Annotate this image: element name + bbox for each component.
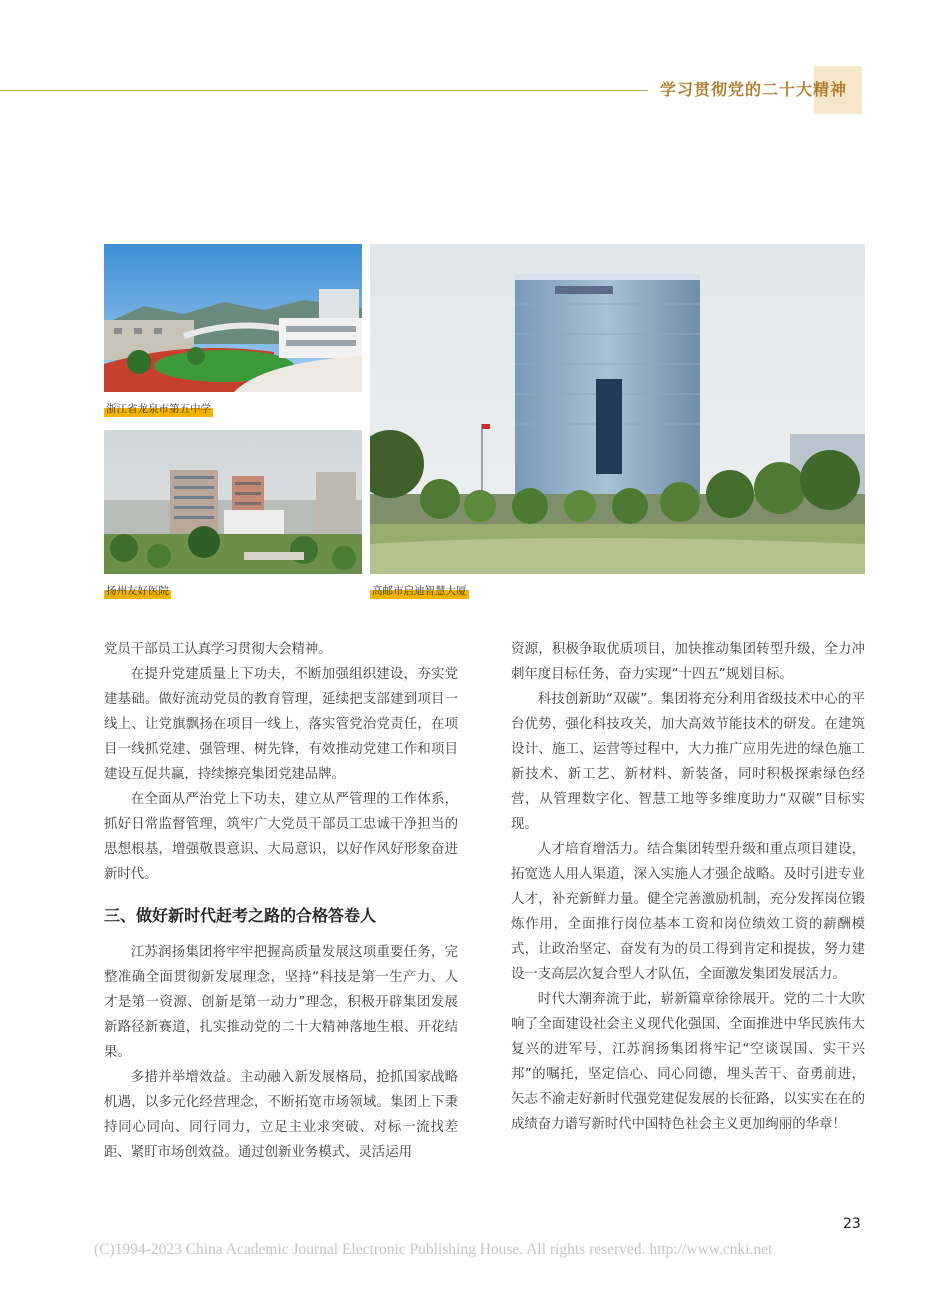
left-paragraph-1: 党员干部员工认真学习贯彻大会精神。 <box>104 642 332 657</box>
left-column <box>104 637 458 1165</box>
right-paragraph-1: 资源，积极争取优质项目，加快推动集团转型升级，全力冲刺年度目标任务，奋力实现“十四五”规划目标。 <box>511 642 865 682</box>
hospital-photo <box>104 430 362 574</box>
building-photo <box>370 244 865 574</box>
right-column <box>511 637 865 1137</box>
right-paragraph-2: 科技创新助“双碳”。集团将充分利用省级技术中心的平台优势，强化科技攻关，加大高效节能技术的研发。在建筑设计、施工、运营等过程中，大力推广应用先进的绿色施工新技术、新工艺、新材料、新装备，同时积极探索绿色经营，从管理数字化、智慧工地等多维度助力“双碳”目标实现。 <box>511 692 865 832</box>
building-caption: 高邮市启迪智慧大厦 <box>372 585 467 597</box>
left-paragraph-5: 多措并举增效益。主动融入新发展格局，抢抓国家战略机遇，以多元化经营理念，不断拓宽市场领域。集团上下秉持同心同向、同行同力，立足主业求突破、对标一流找差距、紧盯市场创效益。通过创新业务模式、灵活运用 <box>104 1070 458 1160</box>
section-heading: 三、做好新时代赶考之路的合格答卷人 <box>104 906 377 925</box>
left-paragraph-3: 在全面从严治党上下功夫，建立从严管理的工作体系，抓好日常监督管理，筑牢广大党员干部员工忠诚干净担当的思想根基，增强敬畏意识、大局意识，以好作风好形象奋进新时代。 <box>104 792 458 882</box>
left-paragraph-4: 江苏润扬集团将牢牢把握高质量发展这项重要任务，完整准确全面贯彻新发展理念，坚持“科技是第一生产力、人才是第一资源、创新是第一动力”理念，积极开辟集团发展新路径新赛道，扎实推动党的二十大精神落地生根、开花结果。 <box>104 945 458 1060</box>
right-paragraph-4: 时代大潮奔流于此，崭新篇章徐徐展开。党的二十大吹响了全面建设社会主义现代化强国、全面推进中华民族伟大复兴的进军号，江苏润扬集团将牢记“空谈误国、实干兴邦”的嘱托，坚定信心、同心同德，埋头苦干、奋勇前进，矢志不渝走好新时代强党建促发展的长征路，以实实在在的成绩奋力谱写新时代中国特色社会主义更加绚丽的华章！ <box>511 992 865 1132</box>
right-paragraph-3: 人才培育增活力。结合集团转型升级和重点项目建设，拓宽选人用人渠道，深入实施人才强企战略。及时引进专业人才，补充新鲜力量。健全完善激励机制，充分发挥岗位锻炼作用，全面推行岗位基本工资和岗位绩效工资的薪酬模式，让政治坚定、奋发有为的员工得到肯定和提拔，努力建设一支高层次复合型人才队伍，全面激发集团发展活力。 <box>511 842 865 982</box>
hospital-caption: 扬州友好医院 <box>106 585 169 597</box>
left-paragraph-2: 在提升党建质量上下功夫，不断加强组织建设，夯实党建基础。做好流动党员的教育管理，延续把支部建到项目一线上、让党旗飘扬在项目一线上，落实管党治党责任，在项目一线抓党建、强管理、树先锋，有效推动党建工作和项目建设互促共赢，持续擦亮集团党建品牌。 <box>104 667 458 782</box>
header-rule <box>0 90 648 91</box>
school-photo <box>104 244 362 392</box>
school-caption: 浙江省龙泉市第五中学 <box>106 403 211 415</box>
page-number: 23 <box>843 1216 861 1232</box>
copyright-footer: (C)1994-2023 China Academic Journal Electronic Publishing House. All rights reserved. http://www.cnki.net <box>94 1241 773 1258</box>
section-title: 学习贯彻党的二十大精神 <box>660 80 848 99</box>
